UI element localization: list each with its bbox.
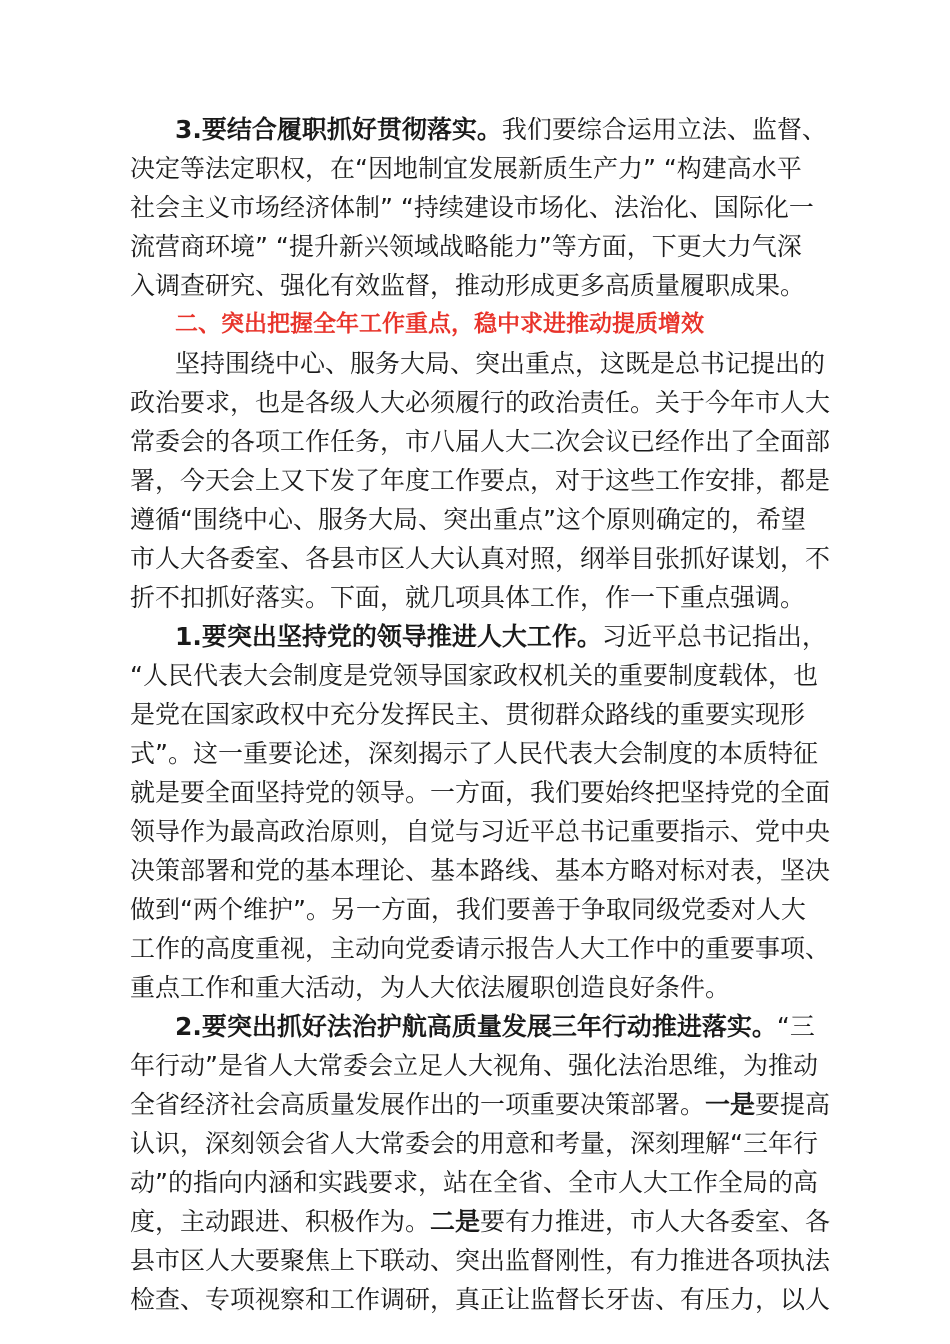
- paragraph-line: 署，今天会上又下发了年度工作要点，对于这些工作安排，都是: [130, 466, 831, 495]
- line-text: “三: [776, 1012, 815, 1041]
- paragraph-line: [130, 110, 850, 149]
- paragraph-line: 政治要求，也是各级人大必须履行的政治责任。关于今年市人大: [130, 388, 831, 417]
- paragraph-line: 就是要全面坚持党的领导。一方面，我们要始终把坚持党的全面: [130, 778, 831, 807]
- paragraph-line: 检查、专项视察和工作调研，真正让监督长牙齿、有压力，以人: [130, 1285, 831, 1314]
- paragraph-line: 社会主义市场经济体制” “持续建设市场化、法治化、国际化一: [130, 193, 814, 222]
- line-text: 习近平总书记指出，: [601, 622, 827, 651]
- item-2-title: 2.要突出抓好法治护航高质量发展三年行动推进落实。: [175, 1012, 777, 1041]
- line-text: 要提高: [755, 1090, 831, 1119]
- document-page: [130, 110, 850, 1319]
- paragraph-line: 折不扣抓好落实。下面，就几项具体工作，作一下重点强调。: [130, 583, 806, 612]
- paragraph-line: “人民代表大会制度是党领导国家政权机关的重要制度载体，也: [130, 661, 818, 690]
- item-3-title: 3.要结合履职抓好贯彻落实。: [175, 115, 502, 144]
- paragraph-line: 决策部署和党的基本理论、基本路线、基本方略对标对表，坚决: [130, 856, 831, 885]
- line-text: 要有力推进，市人大各委室、各: [480, 1207, 831, 1236]
- paragraph-line: 领导作为最高政治原则，自觉与习近平总书记重要指示、党中央: [130, 817, 831, 846]
- paragraph-line: 入调查研究、强化有效监督，推动形成更多高质量履职成果。: [130, 271, 806, 300]
- paragraph-line: 市人大各委室、各县市区人大认真对照，纲举目张抓好谋划，不: [130, 544, 831, 573]
- paragraph-line: 是党在国家政权中充分发挥民主、贯彻群众路线的重要实现形: [130, 700, 806, 729]
- paragraph-line: 年行动”是省人大常委会立足人大视角、强化法治思维，为推动: [130, 1051, 818, 1080]
- emphasis-second: 二是: [430, 1207, 481, 1236]
- paragraph-line: 动”的指向内涵和实践要求，站在全省、全市人大工作全局的高: [130, 1168, 818, 1197]
- item-1-title: 1.要突出坚持党的领导推进人大工作。: [175, 622, 602, 651]
- line-text: 我们要综合运用立法、监督、: [501, 115, 827, 144]
- paragraph-line: 重点工作和重大活动，为人大依法履职创造良好条件。: [130, 973, 731, 1002]
- emphasis-first: 一是: [705, 1090, 756, 1119]
- line-text: 度，主动跟进、积极作为。: [130, 1207, 431, 1236]
- paragraph-line: 做到“两个维护”。另一方面，我们要善于争取同级党委对人大: [130, 895, 806, 924]
- paragraph-line: 流营商环境” “提升新兴领域战略能力”等方面，下更大力气深: [130, 232, 802, 261]
- paragraph-line: [130, 617, 850, 656]
- paragraph-line: 式”。这一重要论述，深刻揭示了人民代表大会制度的本质特征: [130, 739, 818, 768]
- paragraph-line: 工作的高度重视，主动向党委请示报告人大工作中的重要事项、: [130, 934, 831, 963]
- paragraph-line: 认识，深刻领会省人大常委会的用意和考量，深刻理解“三年行: [130, 1129, 818, 1158]
- paragraph-line: 遵循“围绕中心、服务大局、突出重点”这个原则确定的，希望: [130, 505, 806, 534]
- paragraph-line: [130, 1202, 850, 1241]
- paragraph-line: 县市区人大要聚焦上下联动、突出监督刚性，有力推进各项执法: [130, 1246, 831, 1275]
- paragraph-line: [130, 1085, 850, 1124]
- paragraph-line: 常委会的各项工作任务，市八届人大二次会议已经作出了全面部: [130, 427, 831, 456]
- line-text: 全省经济社会高质量发展作出的一项重要决策部署。: [130, 1090, 706, 1119]
- section-heading: 二、突出把握全年工作重点，稳中求进推动提质增效: [175, 311, 704, 337]
- paragraph-line: [130, 1007, 850, 1046]
- paragraph-line: 决定等法定职权，在“因地制宜发展新质生产力” “构建高水平: [130, 154, 802, 183]
- paragraph-line: 坚持围绕中心、服务大局、突出重点，这既是总书记提出的: [175, 349, 826, 378]
